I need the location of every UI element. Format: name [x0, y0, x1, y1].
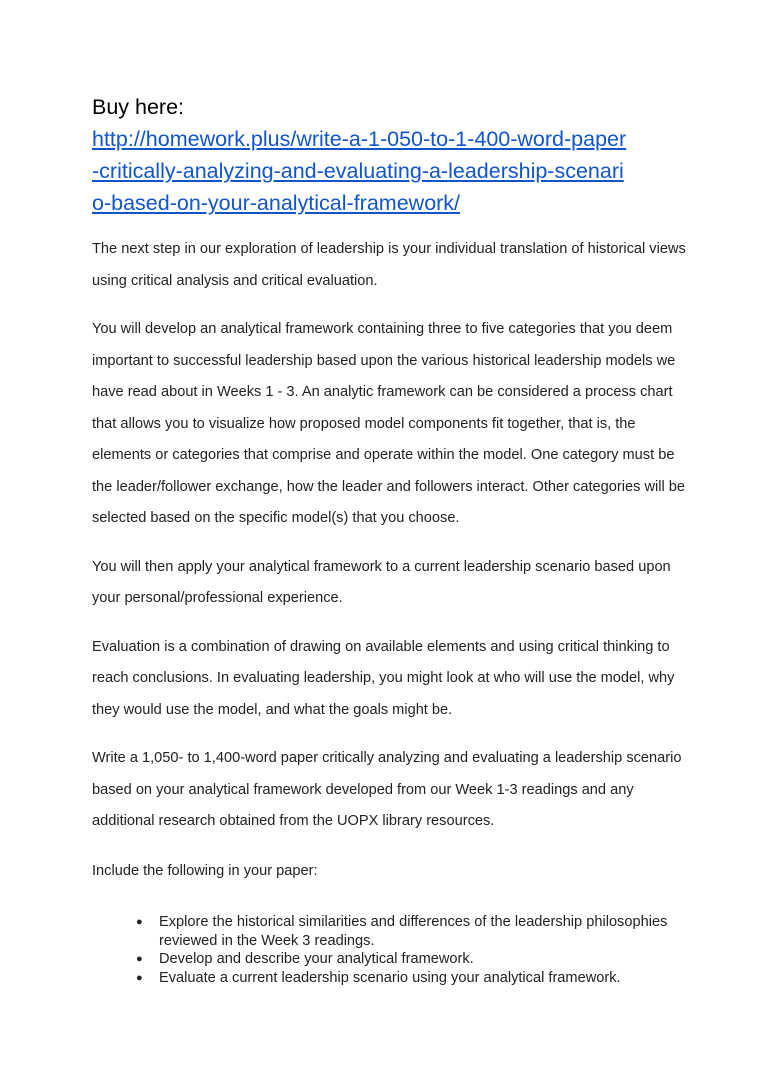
- include-intro: Include the following in your paper:: [92, 863, 318, 879]
- link-line[interactable]: http://homework.plus/write-a-1-050-to-1-400-word-paper: [92, 127, 627, 151]
- paragraph-assignment: [92, 743, 686, 838]
- paragraph-framework: [92, 314, 686, 535]
- text-line: You will then apply your analytical framework to a current leadership scenario based upon: [92, 558, 671, 575]
- bullet-icon: ●: [136, 953, 143, 965]
- text-line: important to successful leadership based upon the various historical leadership models we: [92, 352, 676, 369]
- text-line: Write a 1,050- to 1,400-word paper critically analyzing and evaluating a leadership scenario: [92, 750, 682, 766]
- text-line: the leader/follower exchange, how the leader and followers interact. Other categories will be: [92, 478, 685, 495]
- list-item: [132, 950, 667, 969]
- bullet-icon: ●: [136, 916, 143, 928]
- text-line: that allows you to visualize how proposed model components fit together, that is, the: [92, 415, 636, 432]
- link-line[interactable]: o-based-on-your-analytical-framework/: [92, 191, 461, 215]
- purchase-link[interactable]: [92, 123, 626, 219]
- list-item: [132, 913, 667, 950]
- text-line: reach conclusions. In evaluating leadership, you might look at who will use the model, why: [92, 670, 675, 686]
- list-item: [132, 969, 667, 988]
- requirements-list: [132, 913, 667, 987]
- text-line: You will develop an analytical framework containing three to five categories that you deem: [92, 321, 673, 337]
- paragraph-intro: [92, 234, 686, 297]
- bullet-icon: ●: [136, 971, 143, 984]
- buy-here-label: Buy here:: [92, 95, 185, 119]
- paragraph-evaluation: [92, 632, 686, 727]
- text-line: have read about in Weeks 1 - 3. An analytic framework can be considered a process chart: [92, 384, 673, 400]
- text-line: additional research obtained from the UOPX library resources.: [92, 813, 495, 829]
- text-line: Explore the historical similarities and differences of the leadership philosophies: [159, 914, 668, 930]
- document-body: [92, 234, 686, 855]
- text-line: The next step in our exploration of leadership is your individual translation of historical views: [92, 241, 686, 257]
- text-line: your personal/professional experience.: [92, 590, 343, 606]
- text-line: reviewed in the Week 3 readings.: [159, 932, 375, 949]
- header: [92, 91, 626, 219]
- text-line: Develop and describe your analytical framework.: [159, 951, 474, 967]
- paragraph-apply: [92, 552, 686, 615]
- text-line: Evaluate a current leadership scenario using your analytical framework.: [159, 969, 621, 986]
- link-line[interactable]: -critically-analyzing-and-evaluating-a-leadership-scenari: [92, 159, 624, 183]
- text-line: elements or categories that comprise and operate within the model. One category must be: [92, 447, 675, 463]
- text-line: using critical analysis and critical evaluation.: [92, 272, 378, 289]
- text-line: based on your analytical framework developed from our Week 1-3 readings and any: [92, 781, 634, 798]
- text-line: they would use the model, and what the goals might be.: [92, 701, 453, 718]
- text-line: selected based on the specific model(s) that you choose.: [92, 510, 460, 526]
- text-line: Evaluation is a combination of drawing on available elements and using critical thinking to: [92, 638, 670, 655]
